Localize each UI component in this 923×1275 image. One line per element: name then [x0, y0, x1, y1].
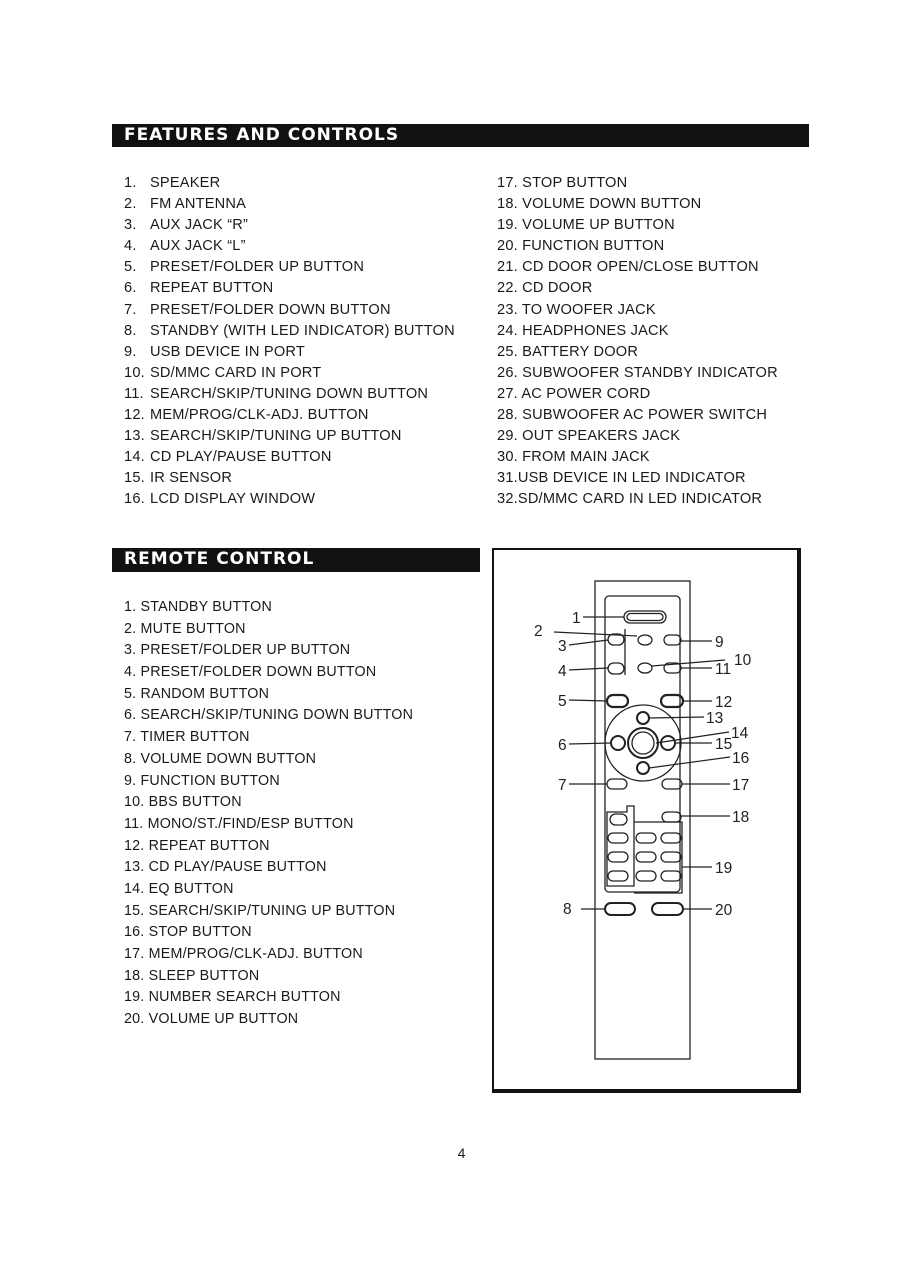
callout-14: 14	[731, 725, 749, 742]
callout-10: 10	[734, 652, 752, 669]
callout-19: 19	[715, 860, 733, 877]
list-item: 16. STOP BUTTON	[124, 924, 252, 941]
list-item: 31.USB DEVICE IN LED INDICATOR	[497, 470, 746, 487]
list-item: 17. STOP BUTTON	[497, 175, 628, 191]
list-item: 22. CD DOOR	[497, 280, 593, 297]
volume-up-button-shape	[652, 903, 683, 915]
list-item: 20. VOLUME UP BUTTON	[124, 1011, 299, 1028]
callout-11: 11	[715, 661, 732, 678]
list-item: 5. PRESET/FOLDER UP BUTTON	[124, 259, 365, 276]
list-item: 30. FROM MAIN JACK	[497, 449, 650, 466]
list-item: 7. PRESET/FOLDER DOWN BUTTON	[124, 301, 391, 318]
list-item: 2. MUTE BUTTON	[124, 620, 246, 637]
list-item: 12. MEM/PROG/CLK-ADJ. BUTTON	[124, 407, 369, 424]
standby-button-shape	[624, 611, 666, 623]
callout-7: 7	[558, 777, 567, 794]
callout-18: 18	[732, 809, 750, 826]
page-number: 4	[457, 1145, 466, 1161]
list-item: 11. MONO/ST./FIND/ESP BUTTON	[124, 815, 354, 832]
list-item: 18. SLEEP BUTTON	[124, 967, 260, 984]
preset-down-button-shape	[608, 663, 624, 674]
remote-button-list	[124, 597, 413, 1031]
callout-2: 2	[534, 623, 543, 640]
list-item: 2. FM ANTENNA	[124, 196, 247, 213]
callout-6: 6	[558, 737, 567, 754]
features-list-right	[497, 173, 778, 511]
list-item: 3. AUX JACK “R”	[124, 217, 249, 234]
volume-down-button-shape	[605, 903, 635, 915]
callout-3: 3	[558, 638, 567, 655]
list-item: 20. FUNCTION BUTTON	[497, 238, 665, 255]
eq-button-shape	[637, 712, 649, 724]
callout-5: 5	[558, 693, 567, 710]
features-heading: FEATURES AND CONTROLS	[112, 124, 809, 147]
callout-9: 9	[715, 634, 724, 651]
list-item: 12. REPEAT BUTTON	[124, 837, 270, 854]
function-button-shape	[664, 635, 681, 645]
list-item: 15. IR SENSOR	[124, 470, 233, 487]
list-item: 1. SPEAKER	[124, 175, 221, 191]
list-item: 6. SEARCH/SKIP/TUNING DOWN BUTTON	[124, 707, 414, 724]
remote-control-diagram	[494, 550, 799, 1091]
list-item: 14. CD PLAY/PAUSE BUTTON	[124, 449, 332, 466]
list-item: 7. TIMER BUTTON	[124, 729, 250, 746]
remote-body-outline	[595, 581, 690, 1059]
list-item: 17. MEM/PROG/CLK-ADJ. BUTTON	[124, 946, 363, 962]
list-item: 28. SUBWOOFER AC POWER SWITCH	[497, 407, 768, 424]
list-item: 23. TO WOOFER JACK	[497, 301, 656, 318]
list-item: 6. REPEAT BUTTON	[124, 280, 274, 297]
list-item: 13. SEARCH/SKIP/TUNING UP BUTTON	[124, 428, 402, 445]
list-item: 8. VOLUME DOWN BUTTON	[124, 750, 317, 767]
control-pad-ring	[605, 705, 681, 781]
list-item: 8. STANDBY (WITH LED INDICATOR) BUTTON	[124, 322, 455, 339]
callout-13: 13	[706, 710, 724, 727]
features-list-left	[124, 173, 455, 511]
mono-button-shape	[638, 663, 652, 673]
skip-up-button-shape	[661, 736, 675, 750]
remote-diagram-frame	[492, 548, 801, 1093]
callout-12: 12	[715, 694, 733, 711]
list-item: 4. AUX JACK “L”	[124, 238, 246, 255]
list-item: 9. USB DEVICE IN PORT	[124, 343, 305, 360]
callout-20: 20	[715, 902, 733, 919]
list-item: 18. VOLUME DOWN BUTTON	[497, 196, 702, 213]
list-item: 4. PRESET/FOLDER DOWN BUTTON	[124, 664, 377, 681]
list-item: 14. EQ BUTTON	[124, 880, 234, 897]
remote-face-outline	[605, 596, 680, 892]
list-item: 10. BBS BUTTON	[124, 794, 242, 811]
list-item: 11. SEARCH/SKIP/TUNING DOWN BUTTON	[124, 385, 429, 402]
list-item: 19. VOLUME UP BUTTON	[497, 217, 675, 234]
list-item: 19. NUMBER SEARCH BUTTON	[124, 989, 341, 1006]
list-item: 10. SD/MMC CARD IN PORT	[124, 364, 322, 381]
callout-15: 15	[715, 736, 733, 753]
list-item: 15. SEARCH/SKIP/TUNING UP BUTTON	[124, 902, 396, 919]
list-item: 13. CD PLAY/PAUSE BUTTON	[124, 859, 327, 876]
remote-heading: REMOTE CONTROL	[112, 548, 480, 572]
list-item: 24. HEADPHONES JACK	[497, 322, 669, 339]
skip-down-button-shape	[611, 736, 625, 750]
timer-button-shape	[607, 779, 627, 789]
callout-4: 4	[558, 663, 567, 680]
mute-button-shape	[638, 635, 652, 645]
list-item: 32.SD/MMC CARD IN LED INDICATOR	[497, 491, 763, 508]
sleep-button-shape	[662, 812, 681, 822]
callout-17: 17	[732, 777, 750, 794]
callout-8: 8	[563, 901, 572, 918]
list-item: 21. CD DOOR OPEN/CLOSE BUTTON	[497, 259, 759, 276]
list-item: 5. RANDOM BUTTON	[124, 685, 270, 702]
mem-button-shape	[662, 779, 682, 789]
callout-16: 16	[732, 750, 750, 767]
list-item: 26. SUBWOOFER STANDBY INDICATOR	[497, 364, 778, 381]
list-item: 29. OUT SPEAKERS JACK	[497, 428, 681, 445]
callout-1: 1	[572, 610, 581, 627]
list-item: 27. AC POWER CORD	[497, 385, 651, 402]
list-item: 25. BATTERY DOOR	[497, 343, 639, 360]
random-button-shape	[607, 695, 628, 707]
list-item: 1. STANDBY BUTTON	[124, 599, 272, 615]
list-item: 16. LCD DISPLAY WINDOW	[124, 491, 316, 508]
list-item: 9. FUNCTION BUTTON	[124, 772, 280, 789]
list-item: 3. PRESET/FOLDER UP BUTTON	[124, 642, 351, 659]
stop-button-shape	[637, 762, 649, 774]
